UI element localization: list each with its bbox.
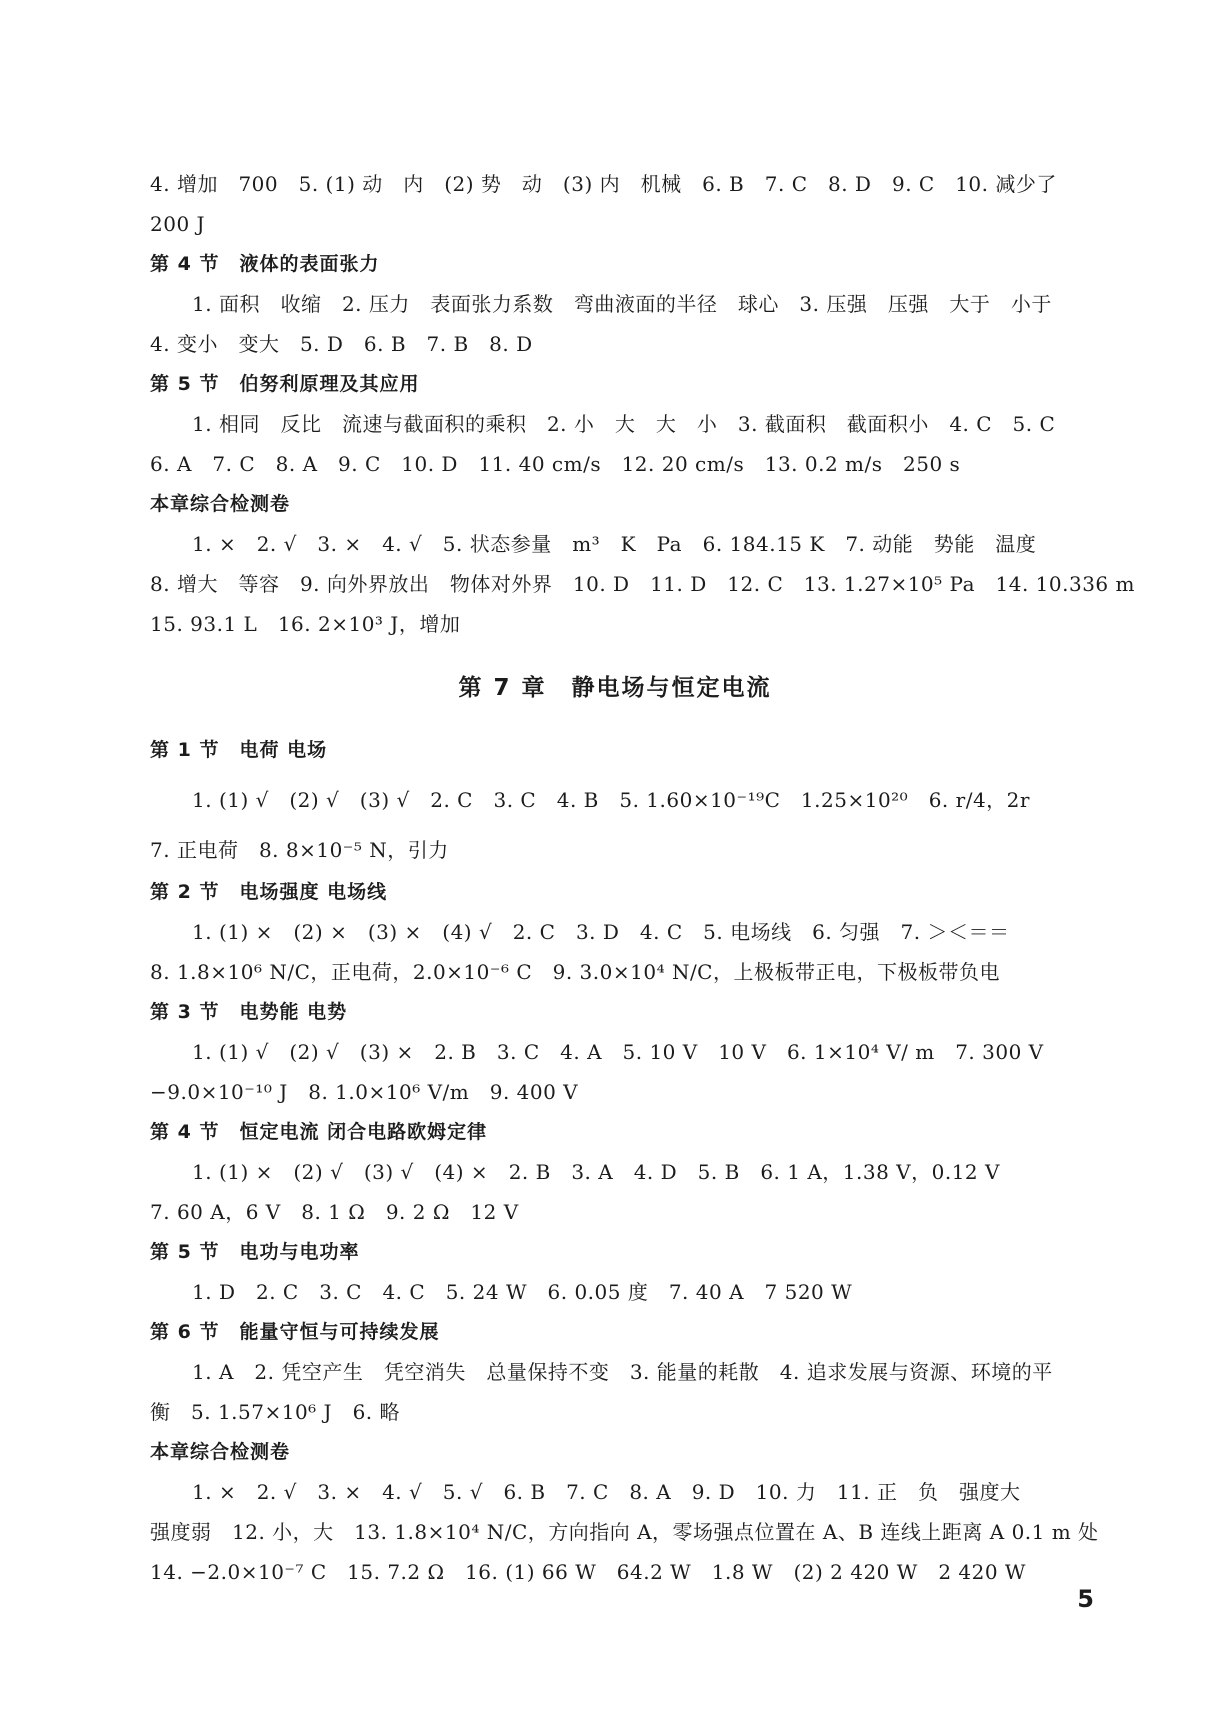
- answer-line: 1. (1) √ (2) √ (3) × 2. B 3. C 4. A 5. 10 V 10 V 6. 1×10⁴ V/ m 7. 300 V: [192, 1040, 1044, 1064]
- answer-line: 1. A 2. 凭空产生 凭空消失 总量保持不变 3. 能量的耗散 4. 追求发展与资源、环境的平: [192, 1360, 1053, 1384]
- answer-line: 200 J: [150, 212, 206, 236]
- answer-line: 1. × 2. √ 3. × 4. √ 5. √ 6. B 7. C 8. A 9. D 10. 力 11. 正 负 强度大: [192, 1480, 1021, 1504]
- answer-line: 8. 1.8×10⁶ N/C，正电荷，2.0×10⁻⁶ C 9. 3.0×10⁴ N/C，上极板带正电，下极板带负电: [150, 960, 1000, 984]
- answer-line: 15. 93.1 L 16. 2×10³ J，增加: [150, 612, 461, 636]
- answer-line: 1. × 2. √ 3. × 4. √ 5. 状态参量 m³ K Pa 6. 184.15 K 7. 动能 势能 温度: [192, 532, 1037, 556]
- section-heading: 第 4 节 液体的表面张力: [150, 253, 380, 275]
- section-heading: 第 5 节 伯努利原理及其应用: [150, 373, 420, 395]
- answer-line: 6. A 7. C 8. A 9. C 10. D 11. 40 cm/s 12. 20 cm/s 13. 0.2 m/s 250 s: [150, 452, 961, 476]
- section-heading: 第 5 节 电功与电功率: [150, 1241, 360, 1263]
- answer-line: 衡 5. 1.57×10⁶ J 6. 略: [150, 1400, 401, 1424]
- answer-line: 14. −2.0×10⁻⁷ C 15. 7.2 Ω 16. (1) 66 W 64.2 W 1.8 W (2) 2 420 W 2 420 W: [150, 1560, 1026, 1584]
- answer-line: 1. (1) × (2) × (3) × (4) √ 2. C 3. D 4. C 5. 电场线 6. 匀强 7. ＞＜＝＝: [192, 920, 1010, 944]
- section-heading: 第 4 节 恒定电流 闭合电路欧姆定律: [150, 1121, 488, 1143]
- answer-line: 1. (1) √ (2) √ (3) √ 2. C 3. C 4. B 5. 1.60×10⁻¹⁹C 1.25×10²⁰ 6. r/4，2r: [192, 788, 1030, 812]
- answer-line: 1. 面积 收缩 2. 压力 表面张力系数 弯曲液面的半径 球心 3. 压强 压强 大于 小于: [192, 292, 1052, 316]
- answer-line: 7. 正电荷 8. 8×10⁻⁵ N，引力: [150, 838, 449, 862]
- answer-line: 1. D 2. C 3. C 4. C 5. 24 W 6. 0.05 度 7. 40 A 7 520 W: [192, 1280, 853, 1304]
- page-number: 5: [1077, 1585, 1094, 1613]
- answer-line: 7. 60 A，6 V 8. 1 Ω 9. 2 Ω 12 V: [150, 1200, 519, 1224]
- chapter-title: 第 7 章 静电场与恒定电流: [458, 675, 772, 701]
- answer-line: 强度弱 12. 小，大 13. 1.8×10⁴ N/C，方向指向 A，零场强点位置在 A、B 连线上距离 A 0.1 m 处: [150, 1520, 1099, 1544]
- section-heading: 本章综合检测卷: [150, 1441, 291, 1463]
- section-heading: 第 6 节 能量守恒与可持续发展: [150, 1321, 440, 1343]
- answer-line: 4. 变小 变大 5. D 6. B 7. B 8. D: [150, 332, 533, 356]
- answer-line: 8. 增大 等容 9. 向外界放出 物体对外界 10. D 11. D 12. C 13. 1.27×10⁵ Pa 14. 10.336 m: [150, 572, 1135, 596]
- answer-line: 1. (1) × (2) √ (3) √ (4) × 2. B 3. A 4. D 5. B 6. 1 A，1.38 V，0.12 V: [192, 1160, 1000, 1184]
- section-heading: 第 2 节 电场强度 电场线: [150, 881, 388, 903]
- section-heading: 第 3 节 电势能 电势: [150, 1001, 348, 1023]
- section-heading: 本章综合检测卷: [150, 493, 291, 515]
- answer-line: −9.0×10⁻¹⁰ J 8. 1.0×10⁶ V/m 9. 400 V: [150, 1080, 579, 1104]
- answer-line: 4. 增加 700 5. (1) 动 内 (2) 势 动 (3) 内 机械 6. B 7. C 8. D 9. C 10. 减少了: [150, 172, 1057, 196]
- answer-line: 1. 相同 反比 流速与截面积的乘积 2. 小 大 大 小 3. 截面积 截面积小 4. C 5. C: [192, 412, 1056, 436]
- section-heading: 第 1 节 电荷 电场: [150, 739, 328, 761]
